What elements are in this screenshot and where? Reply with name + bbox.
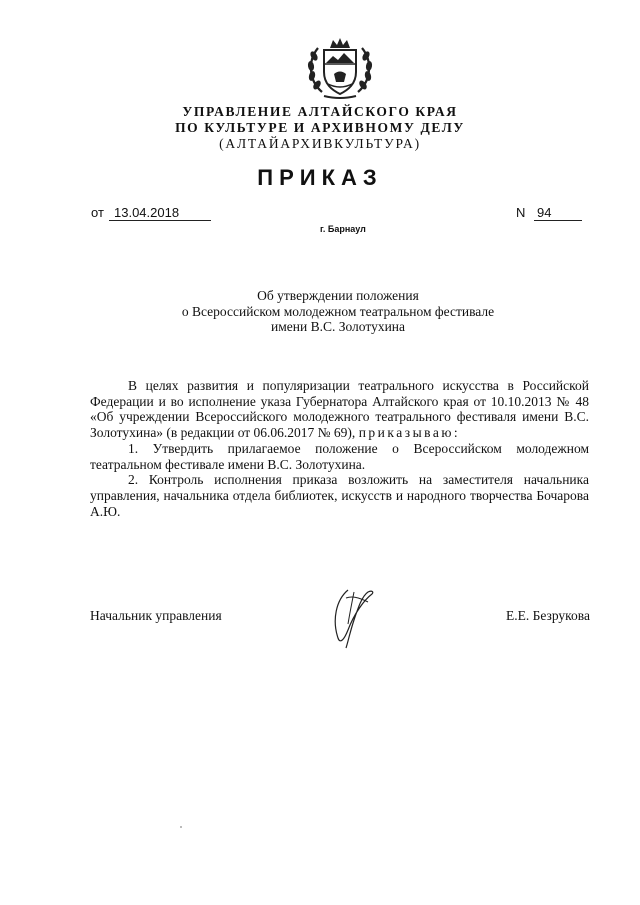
date-prefix: от — [91, 205, 104, 220]
subject-line-3: имени В.С. Золотухина — [270, 319, 406, 334]
organization-name — [0, 104, 640, 152]
org-short-name: (АЛТАЙАРХИВКУЛЬТУРА) — [219, 136, 421, 151]
order-date: 13.04.2018 — [109, 205, 211, 221]
city: г. Барнаул — [320, 224, 366, 234]
preamble-paragraph — [90, 378, 589, 441]
signatory-position: Начальник управления — [90, 608, 222, 623]
order-number: 94 — [534, 205, 582, 221]
scan-speck — [180, 826, 182, 828]
coat-of-arms-icon — [300, 34, 380, 102]
document-type: ПРИКАЗ — [257, 165, 383, 190]
order-body — [90, 378, 589, 519]
subject-line-1: Об утверждении положения — [257, 288, 419, 303]
order-details — [91, 205, 591, 225]
order-item-1: 1. Утвердить прилагаемое положение о Всероссийском молодежном театральном фестивале имени В.С. Золотухина. — [90, 440, 589, 472]
subject-line-2: о Всероссийском молодежном театральном фестивале — [181, 303, 495, 319]
signatory-name: Е.Е. Безрукова — [506, 608, 590, 623]
number-prefix: N — [516, 205, 526, 220]
org-line-2: ПО КУЛЬТУРЕ И АРХИВНОМУ ДЕЛУ — [175, 120, 465, 135]
order-word: приказываю: — [358, 425, 461, 441]
order-item-2: 2. Контроль исполнения приказа возложить на заместителя начальника управления, начальника отдела библиотек, искусств и народного творчества Бочарова А.Ю. — [90, 472, 589, 519]
org-line-1: УПРАВЛЕНИЕ АЛТАЙСКОГО КРАЯ — [182, 104, 458, 119]
preamble-text: В целях развития и популяризации театрального искусства в Российской Федерации и во исполнение указа Губернатора Алтайского края от 10.10.2013 № 48 «Об учреждении Всероссийского молодежного театрального фестиваля имени В.С. Золотухина» (в редакции от 06.06.2017 № 69), — [90, 378, 589, 441]
signature-block — [90, 608, 590, 628]
order-subject — [0, 288, 640, 335]
